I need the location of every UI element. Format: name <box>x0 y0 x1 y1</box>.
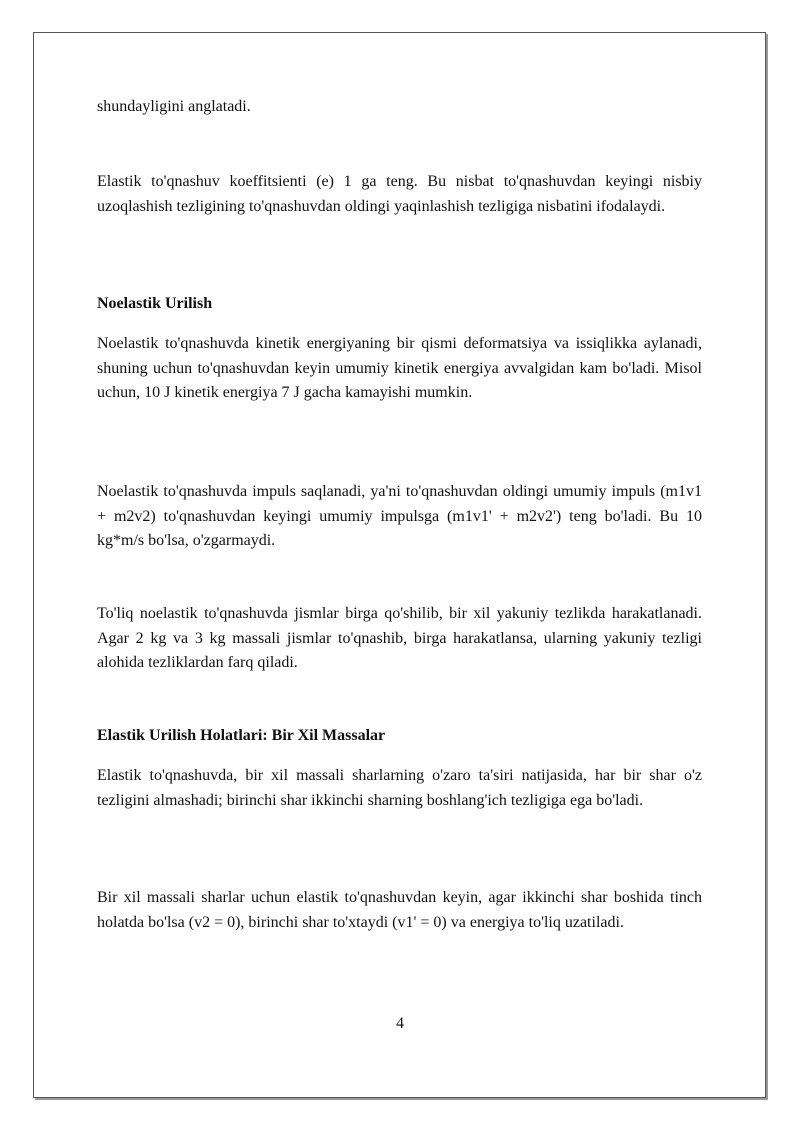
page-number: 4 <box>396 1015 404 1032</box>
paragraph-inelastic-energy: Noelastik to'qnashuvda kinetik energiyaning bir qismi deformatsiya va issiqlikka aylanadi, shuning uchun to'qnashuvdan keyin umumiy kinetik energiya avvalgidan kam bo'ladi. Misol uchun, 10 J kinetik energiya 7 J gacha kamayishi mumkin. <box>97 335 702 401</box>
paragraph-perfectly-inelastic: To'liq noelastik to'qnashuvda jismlar birga qo'shilib, bir xil yakuniy tezlikda harakatlanadi. Agar 2 kg va 3 kg massali jismlar to'qnashib, birga harakatlansa, ularning yakuniy tezligi alohida tezliklardan farq qiladi. <box>97 605 702 671</box>
paragraph-equal-masses-exchange: Elastik to'qnashuvda, bir xil massali sharlarning o'zaro ta'siri natijasida, har bir shar o'z tezligini almashadi; birinchi shar ikkinchi sharning boshlang'ich tezligiga ega bo'ladi. <box>97 767 702 809</box>
paragraph-equal-masses-rest: Bir xil massali sharlar uchun elastik to'qnashuvdan keyin, agar ikkinchi shar boshida tinch holatda bo'lsa (v2 = 0), birinchi shar to'xtaydi (v1' = 0) va energiya to'liq uzatiladi. <box>97 889 702 931</box>
paragraph-continuation: shundayligini anglatadi. <box>97 98 251 115</box>
section-heading-noelastik-urilish: Noelastik Urilish <box>97 295 213 312</box>
paragraph-inelastic-momentum: Noelastik to'qnashuvda impuls saqlanadi, ya'ni to'qnashuvdan oldingi umumiy impuls (m1v1 + m2v2) to'qnashuvdan keyingi umumiy impulsga (m1v1' + m2v2') teng bo'ladi. Bu 10 kg*m/s bo'lsa, o'zgarmaydi. <box>97 483 702 549</box>
paragraph-elastic-coefficient: Elastik to'qnashuv koeffitsienti (e) 1 ga teng. Bu nisbat to'qnashuvdan keyingi nisbiy uzoqlashish tezligining to'qnashuvdan oldingi yaqinlashish tezligiga nisbatini ifodalaydi. <box>97 173 702 215</box>
section-heading-equal-masses: Elastik Urilish Holatlari: Bir Xil Massalar <box>97 727 386 744</box>
